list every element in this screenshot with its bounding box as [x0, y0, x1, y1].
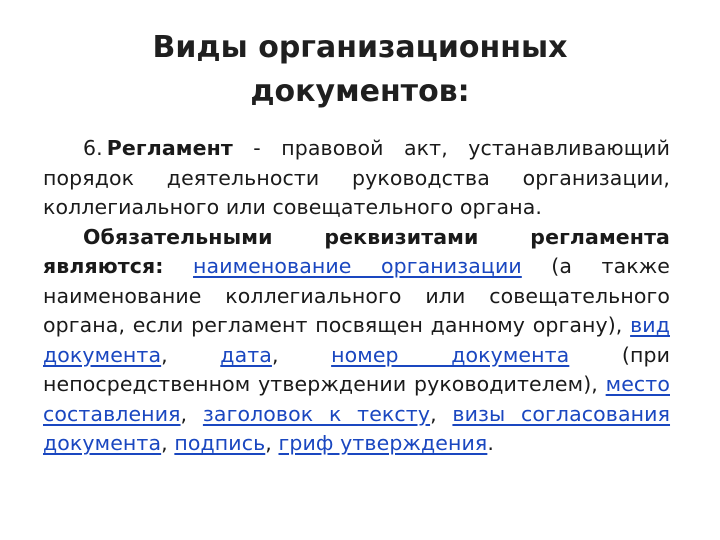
paragraph-end: . — [487, 431, 494, 455]
term-reglament: Регламент — [106, 136, 233, 160]
separator — [164, 254, 193, 278]
slide-body — [43, 134, 670, 459]
separator: , — [161, 342, 221, 367]
item-number: 6. — [83, 136, 103, 160]
link-document-number[interactable]: номер документа — [331, 342, 570, 367]
separator: , — [430, 401, 453, 426]
definition-paragraph — [43, 134, 670, 223]
link-organization-name[interactable]: наименование организации — [193, 254, 522, 278]
link-date[interactable]: дата — [220, 342, 272, 367]
slide-title-line-2: документов: — [250, 74, 470, 109]
separator: , — [271, 342, 332, 367]
separator: , — [265, 431, 279, 455]
separator: , — [180, 401, 203, 426]
link-document-type[interactable]: вид документа — [43, 313, 670, 367]
separator: , — [161, 431, 175, 455]
link-approval-stamp[interactable]: гриф утверждения — [278, 431, 488, 455]
requisites-paragraph — [43, 223, 670, 459]
link-signature[interactable]: подпись — [174, 431, 266, 455]
requisites-text-1: (а также наименование коллегиального или совещательного органа, если регламент посвящен данному органу), — [43, 254, 670, 337]
requisites-text-2: (при непосредственном утверждении руководителем), — [43, 342, 670, 396]
link-text-heading[interactable]: заголовок к тексту — [202, 401, 431, 426]
link-place-of-compilation[interactable]: место составления — [43, 372, 670, 426]
link-approval-visas[interactable]: визы согласования документа — [43, 401, 671, 455]
slide-title-line-1: Виды организационных — [152, 30, 568, 65]
definition-text: - правовой акт, устанавливающий порядок деятельности руководства организации, коллегиального или совещательного органа. — [43, 136, 670, 219]
slide-title — [0, 26, 720, 114]
requisites-lead: Обязательными реквизитами регламента являются: — [43, 224, 670, 278]
